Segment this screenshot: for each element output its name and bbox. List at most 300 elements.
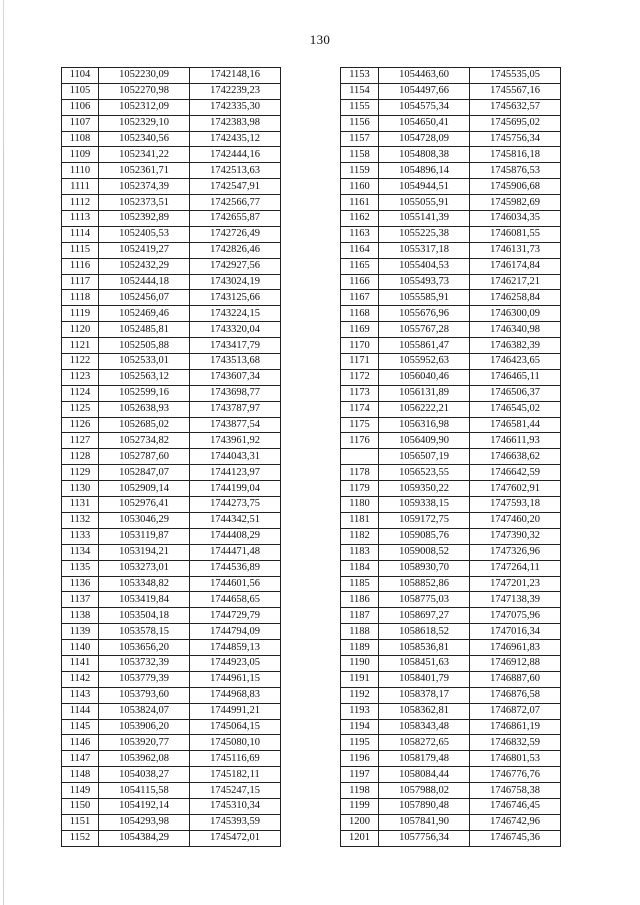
y-coordinate-cell: 1745247,15 [190, 783, 281, 799]
x-coordinate-cell: 1052533,01 [99, 354, 190, 370]
table-row [62, 433, 281, 449]
point-number-cell: 1159 [341, 163, 379, 179]
point-number-cell: 1108 [62, 131, 99, 147]
x-coordinate-cell: 1052638,93 [99, 401, 190, 417]
table-row [62, 624, 281, 640]
table-row [341, 544, 561, 560]
x-coordinate-cell: 1052419,27 [99, 242, 190, 258]
x-coordinate-cell: 1052341,22 [99, 147, 190, 163]
point-number-cell: 1146 [62, 735, 99, 751]
x-coordinate-cell: 1055767,28 [379, 322, 470, 338]
y-coordinate-cell: 1742513,63 [190, 163, 281, 179]
y-coordinate-cell: 1746131,73 [470, 242, 561, 258]
table-row [62, 354, 281, 370]
point-number-cell: 1194 [341, 719, 379, 735]
table-row [341, 751, 561, 767]
x-coordinate-cell: 1055317,18 [379, 242, 470, 258]
table-row [62, 449, 281, 465]
table-row [341, 735, 561, 751]
table-row [341, 449, 561, 465]
y-coordinate-cell: 1745393,59 [190, 814, 281, 830]
x-coordinate-cell: 1057841,90 [379, 814, 470, 830]
coordinates-table-right [340, 67, 561, 847]
table-row [62, 195, 281, 211]
table-row [341, 369, 561, 385]
y-coordinate-cell: 1744923,05 [190, 655, 281, 671]
y-coordinate-cell: 1745816,18 [470, 147, 561, 163]
y-coordinate-cell: 1744601,56 [190, 576, 281, 592]
point-number-cell: 1158 [341, 147, 379, 163]
y-coordinate-cell: 1746174,84 [470, 258, 561, 274]
x-coordinate-cell: 1052312,09 [99, 99, 190, 115]
x-coordinate-cell: 1053732,39 [99, 655, 190, 671]
point-number-cell: 1166 [341, 274, 379, 290]
x-coordinate-cell: 1057988,02 [379, 783, 470, 799]
point-number-cell: 1118 [62, 290, 99, 306]
point-number-cell: 1135 [62, 560, 99, 576]
point-number-cell: 1157 [341, 131, 379, 147]
x-coordinate-cell: 1052599,16 [99, 385, 190, 401]
x-coordinate-cell: 1056316,98 [379, 417, 470, 433]
table-row [62, 258, 281, 274]
y-coordinate-cell: 1744536,89 [190, 560, 281, 576]
x-coordinate-cell: 1053419,84 [99, 592, 190, 608]
x-coordinate-cell: 1055585,91 [379, 290, 470, 306]
point-number-cell: 1124 [62, 385, 99, 401]
point-number-cell: 1195 [341, 735, 379, 751]
y-coordinate-cell: 1745632,57 [470, 99, 561, 115]
point-number-cell: 1107 [62, 115, 99, 131]
point-number-cell: 1162 [341, 211, 379, 227]
table-row [62, 163, 281, 179]
point-number-cell: 1136 [62, 576, 99, 592]
y-coordinate-cell: 1746746,45 [470, 798, 561, 814]
point-number-cell: 1122 [62, 354, 99, 370]
y-coordinate-cell: 1743024,19 [190, 274, 281, 290]
x-coordinate-cell: 1053348,82 [99, 576, 190, 592]
point-number-cell: 1130 [62, 481, 99, 497]
table-row [62, 735, 281, 751]
point-number-cell: 1148 [62, 767, 99, 783]
x-coordinate-cell: 1053906,20 [99, 719, 190, 735]
y-coordinate-cell: 1745064,15 [190, 719, 281, 735]
x-coordinate-cell: 1058378,17 [379, 687, 470, 703]
point-number-cell: 1179 [341, 481, 379, 497]
y-coordinate-cell: 1742826,46 [190, 242, 281, 258]
y-coordinate-cell: 1747075,96 [470, 608, 561, 624]
table-row [341, 242, 561, 258]
point-number-cell [341, 449, 379, 465]
table-row [62, 703, 281, 719]
y-coordinate-cell: 1746801,53 [470, 751, 561, 767]
point-number-cell: 1116 [62, 258, 99, 274]
y-coordinate-cell: 1742927,56 [190, 258, 281, 274]
y-coordinate-cell: 1745982,69 [470, 195, 561, 211]
y-coordinate-cell: 1747593,18 [470, 497, 561, 513]
y-coordinate-cell: 1742566,77 [190, 195, 281, 211]
y-coordinate-cell: 1743513,68 [190, 354, 281, 370]
point-number-cell: 1160 [341, 179, 379, 195]
point-number-cell: 1191 [341, 671, 379, 687]
point-number-cell: 1126 [62, 417, 99, 433]
y-coordinate-cell: 1745756,34 [470, 131, 561, 147]
x-coordinate-cell: 1052270,98 [99, 83, 190, 99]
point-number-cell: 1151 [62, 814, 99, 830]
table-row [62, 640, 281, 656]
table-row [62, 497, 281, 513]
table-row [341, 338, 561, 354]
x-coordinate-cell: 1054038,27 [99, 767, 190, 783]
y-coordinate-cell: 1745906,68 [470, 179, 561, 195]
y-coordinate-cell: 1742148,16 [190, 68, 281, 84]
table-row [341, 99, 561, 115]
table-row [341, 258, 561, 274]
point-number-cell: 1121 [62, 338, 99, 354]
point-number-cell: 1153 [341, 68, 379, 84]
y-coordinate-cell: 1746642,59 [470, 465, 561, 481]
x-coordinate-cell: 1056040,46 [379, 369, 470, 385]
x-coordinate-cell: 1055055,91 [379, 195, 470, 211]
x-coordinate-cell: 1052909,14 [99, 481, 190, 497]
table-row [62, 671, 281, 687]
point-number-cell: 1133 [62, 528, 99, 544]
point-number-cell: 1183 [341, 544, 379, 560]
y-coordinate-cell: 1746638,62 [470, 449, 561, 465]
x-coordinate-cell: 1054575,34 [379, 99, 470, 115]
x-coordinate-cell: 1054192,14 [99, 798, 190, 814]
x-coordinate-cell: 1058343,48 [379, 719, 470, 735]
point-number-cell: 1154 [341, 83, 379, 99]
y-coordinate-cell: 1746382,39 [470, 338, 561, 354]
point-number-cell: 1168 [341, 306, 379, 322]
table-row [62, 528, 281, 544]
x-coordinate-cell: 1054463,60 [379, 68, 470, 84]
point-number-cell: 1197 [341, 767, 379, 783]
x-coordinate-cell: 1052230,09 [99, 68, 190, 84]
table-row [62, 814, 281, 830]
table-row [62, 767, 281, 783]
table-row [62, 131, 281, 147]
x-coordinate-cell: 1052340,56 [99, 131, 190, 147]
point-number-cell: 1147 [62, 751, 99, 767]
table-row [341, 115, 561, 131]
x-coordinate-cell: 1054650,41 [379, 115, 470, 131]
point-number-cell: 1110 [62, 163, 99, 179]
point-number-cell: 1138 [62, 608, 99, 624]
point-number-cell: 1184 [341, 560, 379, 576]
x-coordinate-cell: 1057756,34 [379, 830, 470, 846]
x-coordinate-cell: 1053578,15 [99, 624, 190, 640]
table-row [341, 147, 561, 163]
point-number-cell: 1137 [62, 592, 99, 608]
x-coordinate-cell: 1053656,20 [99, 640, 190, 656]
x-coordinate-cell: 1052373,51 [99, 195, 190, 211]
y-coordinate-cell: 1746340,98 [470, 322, 561, 338]
table-row [341, 211, 561, 227]
table-row [341, 354, 561, 370]
x-coordinate-cell: 1052469,46 [99, 306, 190, 322]
x-coordinate-cell: 1053504,18 [99, 608, 190, 624]
point-number-cell: 1152 [62, 830, 99, 846]
table-row [62, 544, 281, 560]
y-coordinate-cell: 1744471,48 [190, 544, 281, 560]
point-number-cell: 1193 [341, 703, 379, 719]
table-row [62, 417, 281, 433]
table-row [341, 274, 561, 290]
x-coordinate-cell: 1052432,29 [99, 258, 190, 274]
table-row [341, 401, 561, 417]
y-coordinate-cell: 1746872,07 [470, 703, 561, 719]
point-number-cell: 1156 [341, 115, 379, 131]
y-coordinate-cell: 1746861,19 [470, 719, 561, 735]
table-row [341, 322, 561, 338]
y-coordinate-cell: 1746423,65 [470, 354, 561, 370]
x-coordinate-cell: 1054115,58 [99, 783, 190, 799]
y-coordinate-cell: 1746876,58 [470, 687, 561, 703]
point-number-cell: 1139 [62, 624, 99, 640]
coordinates-table-left [61, 67, 281, 847]
table-row [62, 369, 281, 385]
x-coordinate-cell: 1058930,70 [379, 560, 470, 576]
point-number-cell: 1163 [341, 226, 379, 242]
x-coordinate-cell: 1058401,79 [379, 671, 470, 687]
y-coordinate-cell: 1744658,65 [190, 592, 281, 608]
y-coordinate-cell: 1746300,09 [470, 306, 561, 322]
x-coordinate-cell: 1052787,60 [99, 449, 190, 465]
table-row [341, 290, 561, 306]
y-coordinate-cell: 1745310,34 [190, 798, 281, 814]
x-coordinate-cell: 1055493,73 [379, 274, 470, 290]
point-number-cell: 1174 [341, 401, 379, 417]
y-coordinate-cell: 1744968,83 [190, 687, 281, 703]
x-coordinate-cell: 1052374,39 [99, 179, 190, 195]
point-number-cell: 1142 [62, 671, 99, 687]
x-coordinate-cell: 1055404,53 [379, 258, 470, 274]
table-row [62, 576, 281, 592]
y-coordinate-cell: 1746217,21 [470, 274, 561, 290]
table-row [62, 560, 281, 576]
x-coordinate-cell: 1054293,98 [99, 814, 190, 830]
y-coordinate-cell: 1746258,84 [470, 290, 561, 306]
point-number-cell: 1189 [341, 640, 379, 656]
point-number-cell: 1198 [341, 783, 379, 799]
x-coordinate-cell: 1056409,90 [379, 433, 470, 449]
y-coordinate-cell: 1747264,11 [470, 560, 561, 576]
y-coordinate-cell: 1746912,88 [470, 655, 561, 671]
table-row [62, 226, 281, 242]
table-row [62, 274, 281, 290]
x-coordinate-cell: 1052329,10 [99, 115, 190, 131]
table-row [62, 687, 281, 703]
x-coordinate-cell: 1053194,21 [99, 544, 190, 560]
point-number-cell: 1109 [62, 147, 99, 163]
x-coordinate-cell: 1053273,01 [99, 560, 190, 576]
y-coordinate-cell: 1743698,77 [190, 385, 281, 401]
point-number-cell: 1199 [341, 798, 379, 814]
y-coordinate-cell: 1746581,44 [470, 417, 561, 433]
x-coordinate-cell: 1059085,76 [379, 528, 470, 544]
y-coordinate-cell: 1747460,20 [470, 512, 561, 528]
point-number-cell: 1106 [62, 99, 99, 115]
y-coordinate-cell: 1744273,75 [190, 497, 281, 513]
y-coordinate-cell: 1743607,34 [190, 369, 281, 385]
point-number-cell: 1150 [62, 798, 99, 814]
table-row [341, 179, 561, 195]
x-coordinate-cell: 1052734,82 [99, 433, 190, 449]
x-coordinate-cell: 1053119,87 [99, 528, 190, 544]
point-number-cell: 1129 [62, 465, 99, 481]
x-coordinate-cell: 1052976,41 [99, 497, 190, 513]
table-row [341, 385, 561, 401]
y-coordinate-cell: 1744043,31 [190, 449, 281, 465]
x-coordinate-cell: 1053793,60 [99, 687, 190, 703]
table-row [341, 131, 561, 147]
y-coordinate-cell: 1745876,53 [470, 163, 561, 179]
table-row [341, 830, 561, 846]
point-number-cell: 1132 [62, 512, 99, 528]
table-row [62, 211, 281, 227]
point-number-cell: 1140 [62, 640, 99, 656]
y-coordinate-cell: 1747201,23 [470, 576, 561, 592]
x-coordinate-cell: 1058272,65 [379, 735, 470, 751]
point-number-cell: 1181 [341, 512, 379, 528]
point-number-cell: 1192 [341, 687, 379, 703]
y-coordinate-cell: 1746545,02 [470, 401, 561, 417]
x-coordinate-cell: 1058697,27 [379, 608, 470, 624]
y-coordinate-cell: 1746832,59 [470, 735, 561, 751]
x-coordinate-cell: 1052392,89 [99, 211, 190, 227]
point-number-cell: 1196 [341, 751, 379, 767]
point-number-cell: 1125 [62, 401, 99, 417]
point-number-cell: 1112 [62, 195, 99, 211]
x-coordinate-cell: 1054384,29 [99, 830, 190, 846]
table-row [341, 624, 561, 640]
y-coordinate-cell: 1746961,83 [470, 640, 561, 656]
x-coordinate-cell: 1053920,77 [99, 735, 190, 751]
table-row [62, 147, 281, 163]
x-coordinate-cell: 1054497,66 [379, 83, 470, 99]
point-number-cell: 1172 [341, 369, 379, 385]
y-coordinate-cell: 1747138,39 [470, 592, 561, 608]
table-row [62, 592, 281, 608]
table-row [62, 830, 281, 846]
point-number-cell: 1180 [341, 497, 379, 513]
table-row [62, 798, 281, 814]
x-coordinate-cell: 1057890,48 [379, 798, 470, 814]
x-coordinate-cell: 1056507,19 [379, 449, 470, 465]
table-row [341, 814, 561, 830]
table-row [341, 608, 561, 624]
x-coordinate-cell: 1054808,38 [379, 147, 470, 163]
table-row [341, 306, 561, 322]
point-number-cell: 1144 [62, 703, 99, 719]
y-coordinate-cell: 1745182,11 [190, 767, 281, 783]
x-coordinate-cell: 1052685,02 [99, 417, 190, 433]
y-coordinate-cell: 1745080,10 [190, 735, 281, 751]
table-row [62, 242, 281, 258]
x-coordinate-cell: 1059338,15 [379, 497, 470, 513]
x-coordinate-cell: 1053962,08 [99, 751, 190, 767]
y-coordinate-cell: 1742655,87 [190, 211, 281, 227]
x-coordinate-cell: 1059350,22 [379, 481, 470, 497]
x-coordinate-cell: 1053824,07 [99, 703, 190, 719]
table-row [341, 512, 561, 528]
y-coordinate-cell: 1744859,13 [190, 640, 281, 656]
table-row [62, 783, 281, 799]
y-coordinate-cell: 1744342,51 [190, 512, 281, 528]
y-coordinate-cell: 1745567,16 [470, 83, 561, 99]
point-number-cell: 1176 [341, 433, 379, 449]
point-number-cell: 1120 [62, 322, 99, 338]
x-coordinate-cell: 1058775,03 [379, 592, 470, 608]
point-number-cell: 1182 [341, 528, 379, 544]
scan-edge-line [3, 0, 4, 905]
y-coordinate-cell: 1747390,32 [470, 528, 561, 544]
table-row [341, 163, 561, 179]
table-row [341, 640, 561, 656]
y-coordinate-cell: 1744794,09 [190, 624, 281, 640]
x-coordinate-cell: 1056222,21 [379, 401, 470, 417]
table-row [341, 226, 561, 242]
x-coordinate-cell: 1053046,29 [99, 512, 190, 528]
y-coordinate-cell: 1746887,60 [470, 671, 561, 687]
y-coordinate-cell: 1744123,97 [190, 465, 281, 481]
y-coordinate-cell: 1746758,38 [470, 783, 561, 799]
point-number-cell: 1149 [62, 783, 99, 799]
page-number: 130 [309, 32, 331, 47]
y-coordinate-cell: 1744408,29 [190, 528, 281, 544]
point-number-cell: 1178 [341, 465, 379, 481]
point-number-cell: 1113 [62, 211, 99, 227]
point-number-cell: 1169 [341, 322, 379, 338]
point-number-cell: 1134 [62, 544, 99, 560]
y-coordinate-cell: 1746745,36 [470, 830, 561, 846]
point-number-cell: 1200 [341, 814, 379, 830]
y-coordinate-cell: 1746776,76 [470, 767, 561, 783]
y-coordinate-cell: 1746081,55 [470, 226, 561, 242]
y-coordinate-cell: 1747326,96 [470, 544, 561, 560]
y-coordinate-cell: 1745535,05 [470, 68, 561, 84]
point-number-cell: 1171 [341, 354, 379, 370]
point-number-cell: 1186 [341, 592, 379, 608]
point-number-cell: 1119 [62, 306, 99, 322]
point-number-cell: 1115 [62, 242, 99, 258]
x-coordinate-cell: 1058362,81 [379, 703, 470, 719]
y-coordinate-cell: 1747602,91 [470, 481, 561, 497]
point-number-cell: 1117 [62, 274, 99, 290]
x-coordinate-cell: 1059008,52 [379, 544, 470, 560]
x-coordinate-cell: 1056131,89 [379, 385, 470, 401]
point-number-cell: 1127 [62, 433, 99, 449]
x-coordinate-cell: 1055141,39 [379, 211, 470, 227]
table-row [341, 671, 561, 687]
table-row [62, 512, 281, 528]
table-row [341, 417, 561, 433]
y-coordinate-cell: 1743787,97 [190, 401, 281, 417]
y-coordinate-cell: 1742726,49 [190, 226, 281, 242]
y-coordinate-cell: 1742335,30 [190, 99, 281, 115]
point-number-cell: 1187 [341, 608, 379, 624]
x-coordinate-cell: 1058852,86 [379, 576, 470, 592]
x-coordinate-cell: 1052847,07 [99, 465, 190, 481]
y-coordinate-cell: 1743877,54 [190, 417, 281, 433]
table-row [341, 719, 561, 735]
point-number-cell: 1185 [341, 576, 379, 592]
point-number-cell: 1155 [341, 99, 379, 115]
table-row [62, 401, 281, 417]
y-coordinate-cell: 1743125,66 [190, 290, 281, 306]
point-number-cell: 1164 [341, 242, 379, 258]
